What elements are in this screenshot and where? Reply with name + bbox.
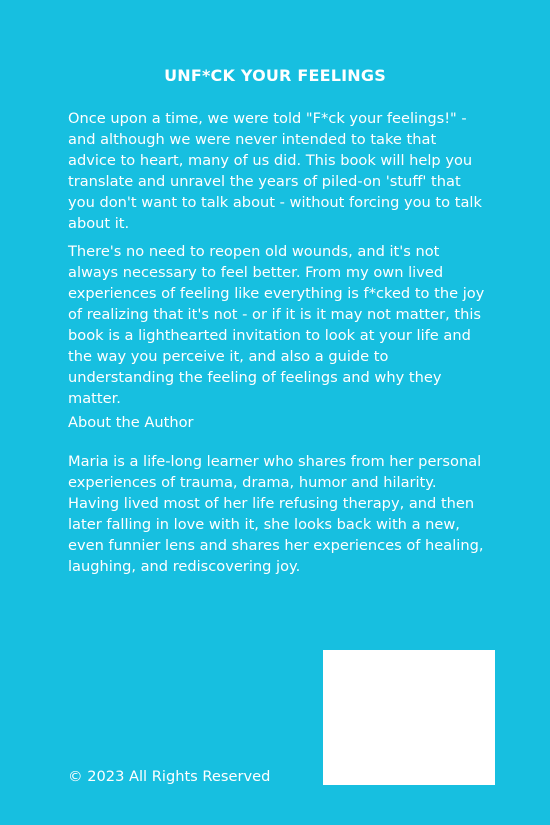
- description-paragraph-1: Once upon a time, we were told "F*ck your feelings!" - and although we were never intended to take that advice to heart, many of us did. This book will help you translate and unravel the years of piled-on 'stuff' that you don't want to talk about - without forcing you to talk about it.: [68, 110, 482, 232]
- book-title: UNF*CK YOUR FEELINGS: [164, 66, 386, 85]
- copyright-notice: © 2023 All Rights Reserved: [68, 768, 271, 785]
- about-author-heading: About the Author: [68, 414, 194, 431]
- barcode-placeholder: [323, 650, 495, 785]
- description-paragraph-2: There's no need to reopen old wounds, and it's not always necessary to feel better. From my own lived experiences of feeling like everything is f*cked to the joy of realizing that it's not - or if it is it may not matter, this book is a lighthearted invitation to look at your life and the way you perceive it, and also a guide to understanding the feeling of feelings and why they matter.: [68, 243, 485, 407]
- author-bio: Maria is a life-long learner who shares from her personal experiences of trauma, drama, humor and hilarity. Having lived most of her life refusing therapy, and then later falling in love with it, she looks back with a new, even funnier lens and shares her experiences of healing, laughing, and rediscovering joy.: [68, 453, 484, 575]
